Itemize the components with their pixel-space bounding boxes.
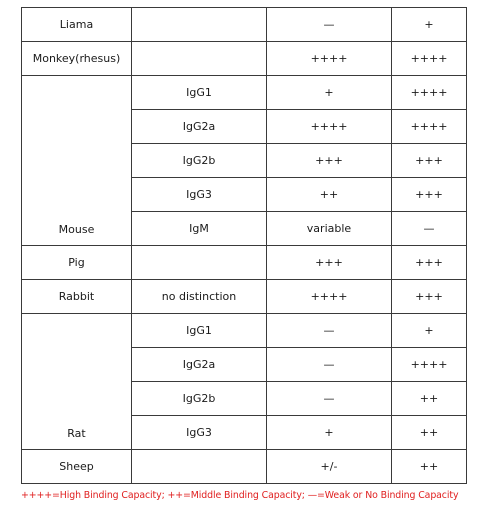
binding-value-b: ++: [392, 416, 467, 450]
subclass-cell: IgG2b: [132, 144, 267, 178]
binding-value-b: ++: [392, 382, 467, 416]
species-cell: Liama: [22, 8, 132, 42]
binding-value-b: —: [392, 212, 467, 246]
legend-note: ++++=High Binding Capacity; ++=Middle Binding Capacity; —=Weak or No Binding Capacity: [21, 490, 459, 501]
binding-value-a: variable: [267, 212, 392, 246]
table-row: [22, 42, 467, 76]
binding-value-a: ++++: [267, 280, 392, 314]
binding-value-a: ++: [267, 178, 392, 212]
binding-value-a: —: [267, 382, 392, 416]
binding-value-b: ++++: [392, 348, 467, 382]
binding-value-b: ++: [392, 450, 467, 484]
table-row: [22, 76, 467, 110]
binding-value-a: —: [267, 8, 392, 42]
binding-capacity-table: [21, 7, 467, 484]
binding-value-a: +: [267, 76, 392, 110]
binding-value-a: +++: [267, 246, 392, 280]
binding-value-a: —: [267, 348, 392, 382]
subclass-cell: IgG3: [132, 178, 267, 212]
binding-value-b: ++++: [392, 110, 467, 144]
binding-value-b: ++++: [392, 42, 467, 76]
subclass-cell: IgG2a: [132, 110, 267, 144]
table-row: [22, 8, 467, 42]
species-cell: Monkey(rhesus): [22, 42, 132, 76]
binding-value-a: —: [267, 314, 392, 348]
binding-value-a: ++++: [267, 42, 392, 76]
subclass-cell: [132, 8, 267, 42]
binding-value-b: ++++: [392, 76, 467, 110]
subclass-cell: IgG1: [132, 314, 267, 348]
table-row: [22, 246, 467, 280]
subclass-cell: [132, 42, 267, 76]
subclass-cell: no distinction: [132, 280, 267, 314]
subclass-cell: IgG2a: [132, 348, 267, 382]
binding-value-b: +++: [392, 144, 467, 178]
binding-value-a: +: [267, 416, 392, 450]
table-row: [22, 280, 467, 314]
binding-value-a: +/-: [267, 450, 392, 484]
binding-value-a: +++: [267, 144, 392, 178]
subclass-cell: [132, 246, 267, 280]
binding-value-b: +: [392, 8, 467, 42]
binding-value-b: +: [392, 314, 467, 348]
subclass-cell: [132, 450, 267, 484]
binding-value-b: +++: [392, 246, 467, 280]
species-cell: Rat: [22, 314, 132, 450]
subclass-cell: IgG1: [132, 76, 267, 110]
subclass-cell: IgM: [132, 212, 267, 246]
binding-value-b: +++: [392, 280, 467, 314]
species-cell: Rabbit: [22, 280, 132, 314]
subclass-cell: IgG2b: [132, 382, 267, 416]
table-row: [22, 450, 467, 484]
binding-value-a: ++++: [267, 110, 392, 144]
species-cell: Mouse: [22, 76, 132, 246]
subclass-cell: IgG3: [132, 416, 267, 450]
binding-value-b: +++: [392, 178, 467, 212]
species-cell: Sheep: [22, 450, 132, 484]
species-cell: Pig: [22, 246, 132, 280]
table-row: [22, 314, 467, 348]
